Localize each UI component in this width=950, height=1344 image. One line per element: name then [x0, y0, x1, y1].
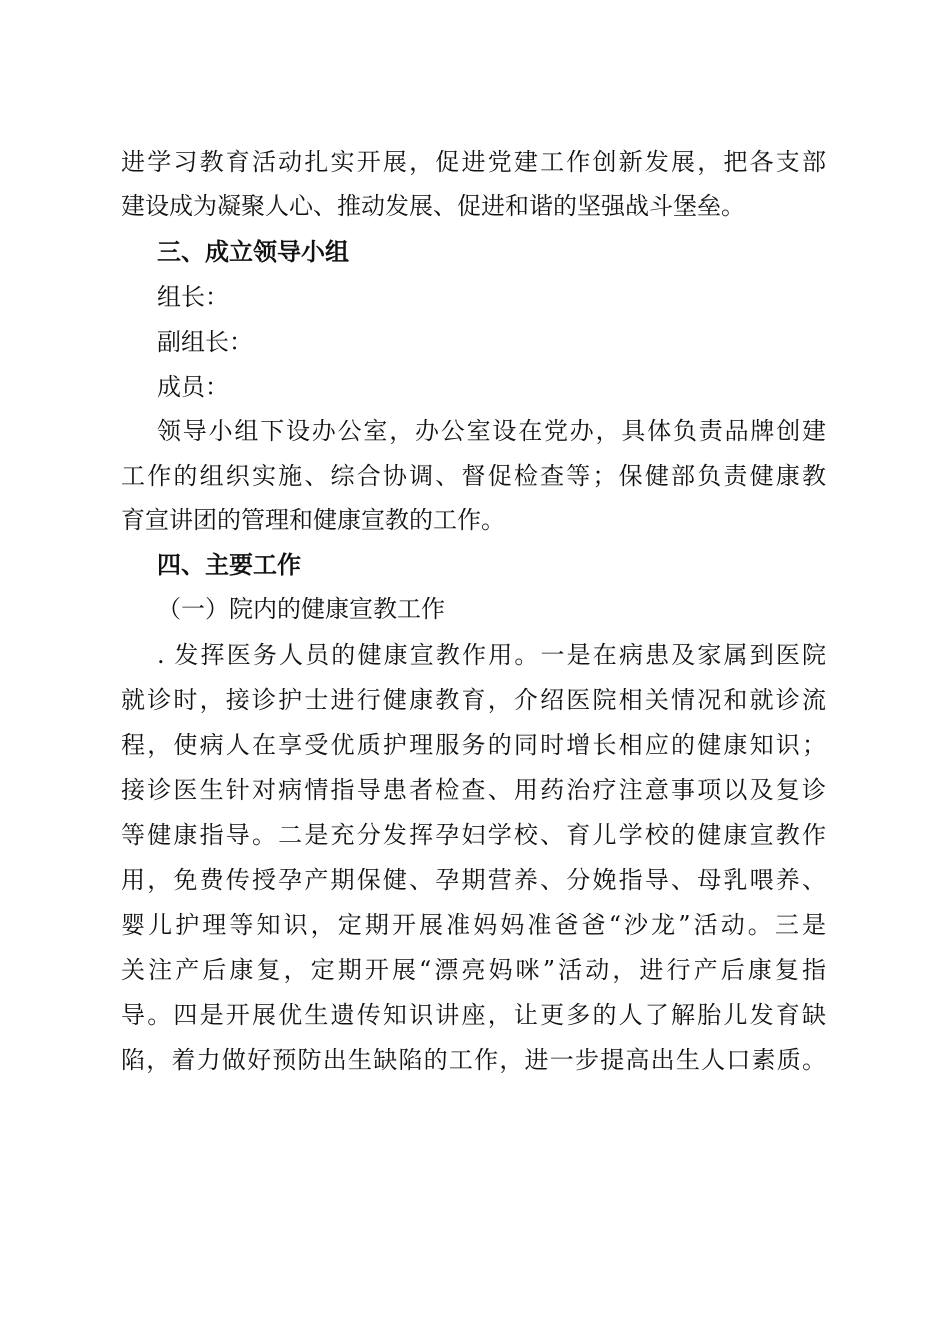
paragraph-line: 婴儿护理等知识，定期开展准妈妈准爸爸“沙龙”活动。三是 [121, 911, 826, 939]
paragraph-line: . 发挥医务人员的健康宣教作用。一是在病患及家属到医院 [157, 641, 826, 669]
paragraph-line: 就诊时，接诊护士进行健康教育，介绍医院相关情况和就诊流 [121, 686, 826, 714]
paragraph-line: 用，免费传授孕产期保健、孕期营养、分娩指导、母乳喂养、 [121, 866, 826, 894]
paragraph-line: 进学习教育活动扎实开展，促进党建工作创新发展，把各支部 [121, 148, 826, 176]
section-heading-leadership-group: 三、成立领导小组 [157, 238, 349, 266]
subsection-heading: （一）院内的健康宣教工作 [157, 595, 445, 623]
paragraph-line: 育宣讲团的管理和健康宣教的工作。 [121, 506, 505, 534]
paragraph-line: 接诊医生针对病情指导患者检查、用药治疗注意事项以及复诊 [121, 776, 826, 804]
paragraph-line: 程，使病人在享受优质护理服务的同时增长相应的健康知识； [121, 731, 826, 759]
paragraph-line: 陷，着力做好预防出生缺陷的工作，进一步提高出生人口素质。 [121, 1046, 826, 1074]
section-heading-main-work: 四、主要工作 [157, 551, 301, 579]
paragraph-line: 关注产后康复，定期开展“漂亮妈咪”活动，进行产后康复指 [121, 956, 826, 984]
paragraph-line: 等健康指导。二是充分发挥孕妇学校、育儿学校的健康宣教作 [121, 821, 826, 849]
group-leader-label: 组长： [157, 283, 229, 311]
paragraph-line: 领导小组下设办公室，办公室设在党办，具体负责品牌创建 [157, 417, 826, 445]
paragraph-line: 导。四是开展优生遗传知识讲座，让更多的人了解胎儿发育缺 [121, 1001, 826, 1029]
members-label: 成员： [157, 373, 229, 401]
deputy-leader-label: 副组长： [157, 328, 253, 356]
paragraph-line: 建设成为凝聚人心、推动发展、促进和谐的坚强战斗堡垒。 [121, 192, 745, 220]
paragraph-line: 工作的组织实施、综合协调、督促检查等；保健部负责健康教 [121, 462, 826, 490]
